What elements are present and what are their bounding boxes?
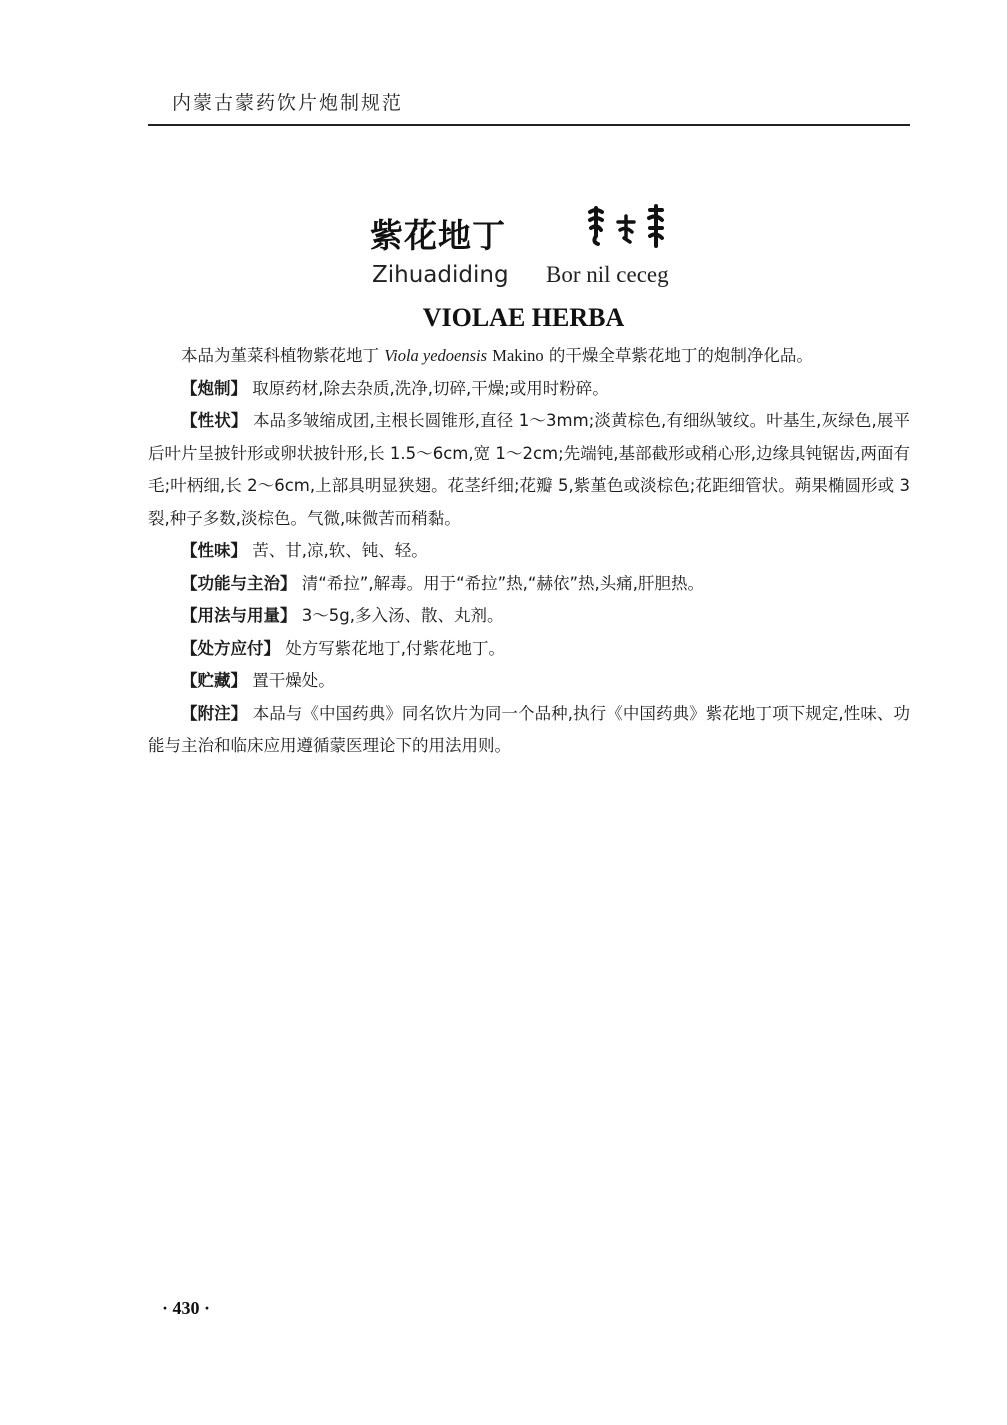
section-text: 清“希拉”,解毒。用于“希拉”热,“赫依”热,头痛,肝胆热。: [301, 573, 705, 593]
section-label: 【性味】: [181, 541, 247, 560]
section-label: 【处方应付】: [181, 638, 280, 658]
page-number: · 430 ·: [162, 1298, 211, 1318]
section-text: 本品与《中国药典》同名饮片为同一个品种,执行《中国药典》紫花地丁项下规定,性味、功能与主治和临床应用遵循蒙医理论下的用法用则。: [148, 703, 911, 755]
section-prescription: [148, 633, 910, 666]
entry-title-pinyin: Zihuadiding: [372, 262, 509, 288]
entry-title-chinese: 紫花地丁: [370, 216, 506, 255]
intro-paragraph: [148, 340, 910, 373]
section-description: [148, 405, 910, 535]
section-label: 【性状】: [181, 411, 248, 430]
section-taste: [148, 535, 910, 568]
species-name: Viola yedoensis: [384, 346, 488, 365]
section-label: 【用法与用量】: [181, 606, 297, 625]
section-label: 【功能与主治】: [181, 573, 297, 593]
entry-title-latin: VIOLAE HERBA: [422, 303, 625, 332]
section-text: 取原药材,除去杂质,洗净,切碎,干燥;或用时粉碎。: [252, 378, 609, 398]
intro-text-before: 本品为堇菜科植物紫花地丁: [181, 346, 379, 365]
section-text: 本品多皱缩成团,主根长圆锥形,直径 1～3mm;淡黄棕色,有细纵皱纹。叶基生,灰绿色,展平后叶片呈披针形或卵状披针形,长 1.5～6cm,宽 1～2cm;先端钝,基部截形或稍心形,边缘具钝锯齿,两面有毛;叶柄细,长 2～6cm,上部具明显狭翅。花茎纤细;花瓣 5,紫堇色或淡棕色;花距细管状。蒴果椭圆形或 3 裂,种子多数,淡棕色。气微,味微苦而稍黏。: [148, 411, 911, 528]
section-text: 置干燥处。: [252, 671, 335, 690]
section-processing: [148, 373, 910, 406]
section-label: 【附注】: [181, 703, 248, 723]
section-text: 苦、甘,凉,软、钝、轻。: [252, 541, 428, 560]
header-rule: [148, 124, 910, 126]
section-text: 3～5g,多入汤、散、丸剂。: [301, 606, 504, 625]
section-storage: [148, 665, 910, 698]
entry-title-mongolian-latin: Bor nil ceceg: [546, 262, 669, 287]
section-text: 处方写紫花地丁,付紫花地丁。: [285, 638, 505, 658]
entry-body: [148, 340, 910, 763]
mongolian-script-title: [582, 202, 670, 250]
section-note: [148, 698, 910, 763]
running-header-title: 内蒙古蒙药饮片炮制规范: [172, 92, 404, 114]
section-label: 【炮制】: [181, 378, 247, 398]
intro-text-after: 的干燥全草紫花地丁的炮制净化品。: [548, 346, 813, 365]
section-dosage: [148, 600, 910, 633]
section-function: [148, 568, 910, 601]
species-author: Makino: [492, 346, 544, 365]
section-label: 【贮藏】: [181, 671, 247, 690]
